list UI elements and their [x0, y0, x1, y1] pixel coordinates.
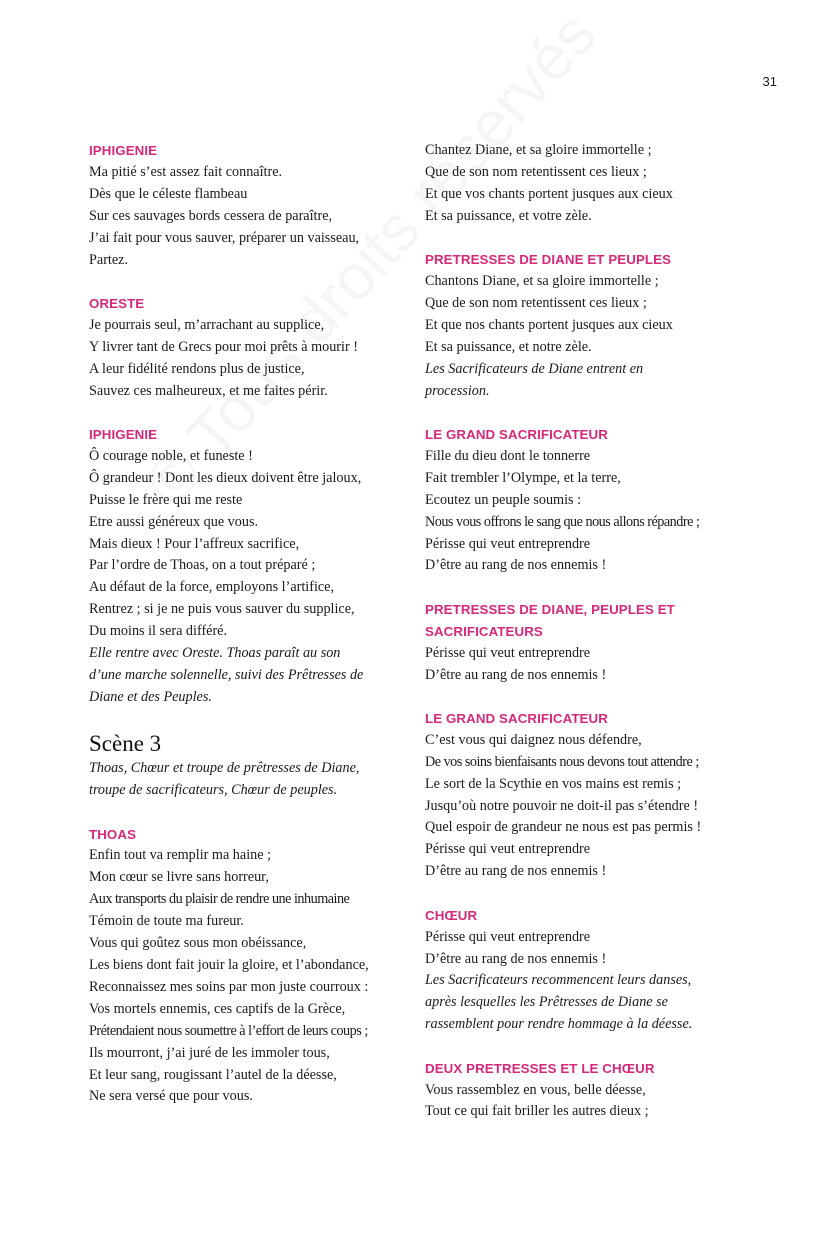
verse-line: Enfin tout va remplir ma haine ; — [89, 847, 272, 864]
dialogue-block — [425, 249, 785, 402]
scene-description: troupe de sacrificateurs, Chœur de peuples. — [89, 782, 338, 799]
verse-line: Reconnaissez mes soins par mon juste courroux : — [89, 978, 369, 995]
dialogue-block — [425, 708, 785, 883]
verse-line: Périsse qui veut entreprendre — [425, 841, 591, 858]
verse-line: Mon cœur se livre sans horreur, — [89, 869, 269, 886]
speaker-name: IPHIGENIE — [89, 426, 158, 442]
dialogue-block — [89, 824, 419, 1109]
verse-line: D’être au rang de nos ennemis ! — [425, 666, 607, 683]
verse-line: Chantez Diane, et sa gloire immortelle ; — [425, 142, 652, 158]
stage-direction: Les Sacrificateurs de Diane entrent en — [425, 360, 644, 377]
stage-direction: rassemblent pour rendre hommage à la déesse. — [425, 1016, 693, 1033]
verse-line: Vous qui goûtez sous mon obéissance, — [89, 935, 307, 952]
verse-line: Périsse qui veut entreprendre — [425, 535, 591, 552]
verse-line: Y livrer tant de Grecs pour moi prêts à mourir ! — [89, 338, 358, 355]
verse-line: Puisse le frère qui me reste — [89, 491, 243, 508]
speaker-name: PRETRESSES DE DIANE, PEUPLES ET — [425, 601, 675, 617]
right-column — [425, 140, 785, 1145]
verse-line: Le sort de la Scythie en vos mains est remis ; — [425, 775, 682, 792]
dialogue-block — [89, 293, 419, 403]
verse-line: Les biens dont fait jouir la gloire, et l’abondance, — [89, 957, 369, 973]
verse-line: Et que nos chants portent jusques aux cieux — [425, 316, 673, 333]
speaker-name: LE GRAND SACRIFICATEUR — [425, 426, 608, 442]
verse-line: Ô grandeur ! Dont les dieux doivent être jaloux, — [89, 469, 362, 486]
dialogue-block — [425, 424, 785, 577]
verse-line: Et que vos chants portent jusques aux cieux — [425, 185, 673, 202]
verse-line: Prétendaient nous soumettre à l’effort de leurs coups ; — [89, 1022, 368, 1039]
verse-line: Et leur sang, rougissant l’autel de la déesse, — [89, 1066, 337, 1083]
dialogue-block — [89, 140, 419, 271]
verse-line: Périsse qui veut entreprendre — [425, 644, 591, 661]
verse-line: Sur ces sauvages bords cessera de paraître, — [89, 207, 333, 224]
speaker-name: LE GRAND SACRIFICATEUR — [425, 710, 608, 726]
speaker-name: ORESTE — [89, 295, 145, 311]
verse-line: D’être au rang de nos ennemis ! — [425, 863, 607, 880]
verse-line: Du moins il sera différé. — [89, 623, 228, 640]
left-column — [89, 140, 419, 1130]
verse-line: Etre aussi généreux que vous. — [89, 513, 259, 530]
verse-line: Périsse qui veut entreprendre — [425, 928, 591, 945]
verse-line: Je pourrais seul, m’arrachant au supplice, — [89, 316, 325, 333]
verse-line: Ô courage noble, et funeste ! — [89, 447, 253, 464]
dialogue-block — [425, 599, 785, 687]
verse-line: Chantons Diane, et sa gloire immortelle ; — [425, 273, 659, 290]
verse-line: Partez. — [89, 251, 128, 268]
verse-line: Vous rassemblez en vous, belle déesse, — [425, 1081, 646, 1098]
dialogue-block — [89, 424, 419, 709]
verse-line: Jusqu’où notre pouvoir ne doit-il pas s’étendre ! — [425, 797, 699, 814]
stage-direction: d’une marche solennelle, suivi des Prêtresses de — [89, 666, 364, 683]
verse-line: Ma pitié s’est assez fait connaître. — [89, 163, 283, 180]
verse-line: Que de son nom retentissent ces lieux ; — [425, 163, 647, 180]
verse-line: Mais dieux ! Pour l’affreux sacrifice, — [89, 535, 300, 552]
speaker-name: THOAS — [89, 826, 137, 842]
verse-line: Tout ce qui fait briller les autres dieux ; — [425, 1103, 649, 1120]
verse-line: Aux transports du plaisir de rendre une inhumaine — [89, 891, 350, 908]
stage-direction: Elle rentre avec Oreste. Thoas paraît au son — [89, 645, 341, 662]
verse-line: Ecoutez un peuple soumis : — [425, 491, 582, 508]
page-number: 31 — [762, 74, 777, 89]
speaker-name: DEUX PRETRESSES ET LE CHŒUR — [425, 1060, 655, 1076]
verse-line: Sauvez ces malheureux, et me faites périr. — [89, 382, 328, 399]
verse-line: Quel espoir de grandeur ne nous est pas permis ! — [425, 819, 702, 836]
verse-line: Rentrez ; si je ne puis vous sauver du supplice, — [89, 601, 355, 618]
stage-direction: Diane et des Peuples. — [89, 688, 212, 705]
scene-heading — [89, 730, 419, 802]
verse-line: Témoin de toute ma fureur. — [89, 913, 244, 930]
verse-line: J’ai fait pour vous sauver, préparer un vaisseau, — [89, 229, 360, 246]
verse-line: D’être au rang de nos ennemis ! — [425, 950, 607, 967]
verse-line: Ne sera versé que pour vous. — [89, 1088, 253, 1105]
verse-line: Dès que le céleste flambeau — [89, 185, 248, 202]
scene-description: Thoas, Chœur et troupe de prêtresses de Diane, — [89, 760, 360, 777]
verse-line: Et sa puissance, et votre zèle. — [425, 207, 592, 224]
scene-title: Scène 3 — [89, 731, 162, 757]
dialogue-block — [425, 905, 785, 1036]
stage-direction: Les Sacrificateurs recommencent leurs danses, — [425, 972, 692, 989]
speaker-name: SACRIFICATEURS — [425, 623, 543, 639]
speaker-name: CHŒUR — [425, 907, 478, 923]
verse-line: A leur fidélité rendons plus de justice, — [89, 360, 305, 377]
stage-direction: procession. — [425, 382, 490, 399]
verse-line: D’être au rang de nos ennemis ! — [425, 557, 607, 574]
dialogue-block — [425, 1058, 785, 1124]
speaker-name: PRETRESSES DE DIANE ET PEUPLES — [425, 252, 672, 268]
verse-line: Que de son nom retentissent ces lieux ; — [425, 294, 647, 311]
verse-line: De vos soins bienfaisants nous devons tout attendre ; — [425, 753, 699, 770]
verse-line: Fait trembler l’Olympe, et la terre, — [425, 469, 621, 486]
verse-line: Par l’ordre de Thoas, on a tout préparé ; — [89, 557, 316, 574]
verse-line: Et sa puissance, et notre zèle. — [425, 338, 592, 355]
verse-line: Au défaut de la force, employons l’artifice, — [89, 579, 335, 596]
dialogue-block — [425, 140, 785, 228]
verse-line: Vos mortels ennemis, ces captifs de la Grèce, — [89, 1000, 346, 1017]
speaker-name: IPHIGENIE — [89, 143, 158, 158]
verse-line: Nous vous offrons le sang que nous allons répandre ; — [425, 513, 700, 530]
stage-direction: après lesquelles les Prêtresses de Diane se — [425, 994, 668, 1011]
verse-line: Ils mourront, j’ai juré de les immoler tous, — [89, 1044, 330, 1061]
verse-line: C’est vous qui daignez nous défendre, — [425, 731, 642, 748]
verse-line: Fille du dieu dont le tonnerre — [425, 447, 591, 464]
